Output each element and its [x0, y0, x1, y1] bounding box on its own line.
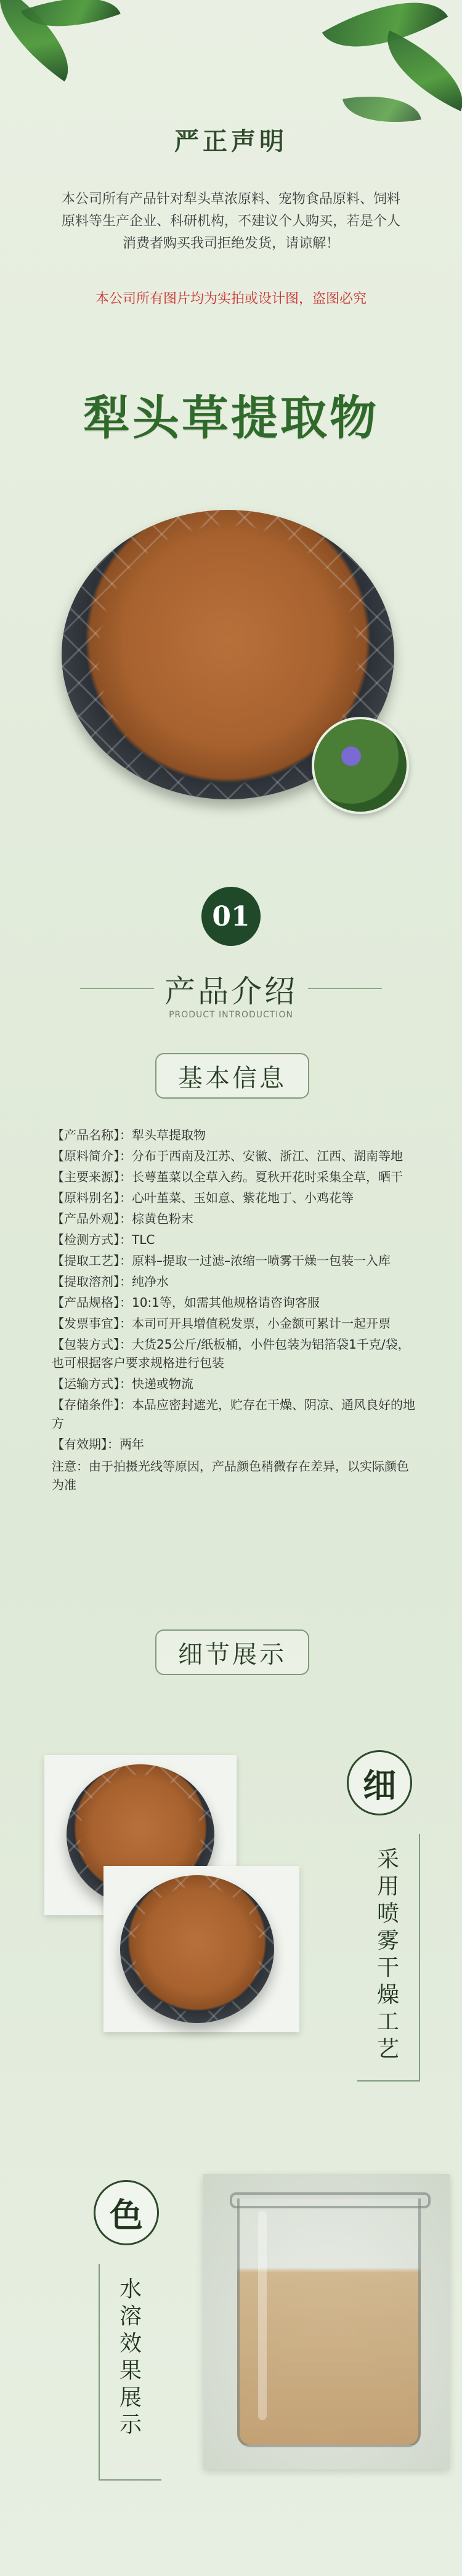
basic-info-label: 基本信息 [155, 1053, 309, 1099]
spec-item: 【产品名称】：犁头草提取物 [52, 1128, 206, 1142]
beaker-rim [230, 2192, 431, 2208]
spec-item: 【发票事宜】：本司可开具增值税发票，小金额可累计一起开票 [52, 1316, 391, 1331]
water-solubility-caption [99, 2264, 161, 2481]
caption-char: 水 [119, 2277, 142, 2302]
color-badge: 色 [94, 2180, 159, 2245]
spec-item: 【提取溶剂】：纯净水 [52, 1274, 169, 1289]
powder-bowl-image [120, 1875, 274, 2023]
glass-shine [258, 2211, 267, 2420]
caption-char: 雾 [376, 1928, 399, 1953]
spec-item: 【运输方式】：快递或物流 [52, 1376, 193, 1391]
caption-char: 果 [119, 2358, 142, 2383]
spec-item: 【原料别名】：心叶堇菜、玉如意、紫花地丁、小鸡花等 [52, 1190, 354, 1205]
spec-item: 【检测方式】：TLC [52, 1232, 155, 1247]
violet-flower-image [312, 717, 409, 814]
caption-char: 干 [376, 1955, 399, 1980]
section-title: 产品介绍 [164, 974, 298, 1009]
caption-char: 燥 [376, 1982, 399, 2008]
spec-item: 【包装方式】：大货25公斤/纸板桶，小件包装为铝箔袋1千克/袋，也可根据客户要求规格进行包装 [52, 1337, 410, 1370]
beaker-photo [203, 2174, 450, 2469]
color-note: 注意：由于拍摄光线等原因，产品颜色稍微存在差异，以实际颜色为准 [52, 1459, 409, 1492]
section-number: 01 [201, 887, 261, 946]
caption-char: 工 [376, 2009, 399, 2035]
spec-item: 【主要来源】：长萼堇菜以全草入药。夏秋开花时采集全草，晒干 [52, 1169, 403, 1184]
statement-notice: 本公司所有产品针对犁头草浓原料、宠物食品原料、饲料原料等生产企业、科研机构，不建议个人购买，若是个人消费者购买我司拒绝发货，请谅解！ [61, 192, 400, 251]
caption-char: 效 [119, 2331, 142, 2356]
detail-display-label: 细节展示 [155, 1629, 309, 1675]
statement-title: 严正声明 [174, 127, 288, 156]
caption-char: 溶 [119, 2304, 142, 2329]
spec-item: 【产品外观】：棕黄色粉末 [52, 1211, 193, 1226]
section-subtitle: PRODUCT INTRODUCTION [169, 1010, 293, 1020]
spray-dry-caption [357, 1834, 420, 2081]
copyright-warning: 本公司所有图片均为实拍或设计图，盗图必究 [95, 291, 367, 307]
caption-char: 采 [376, 1847, 399, 1872]
spec-item: 【产品规格】：10:1等，如需其他规格请咨询客服 [52, 1295, 320, 1310]
beaker-icon [237, 2198, 421, 2447]
caption-char: 展 [119, 2385, 142, 2410]
caption-char: 用 [376, 1874, 399, 1899]
caption-char: 艺 [376, 2037, 399, 2062]
spec-item: 【原料简介】：分布于西南及江苏、安徽、浙江、江西、湖南等地 [52, 1149, 403, 1163]
spec-list [52, 1126, 415, 1496]
spec-item: 【存储条件】：本品应密封遮光，贮存在干燥、阴凉、通风良好的地方 [52, 1397, 415, 1431]
caption-char: 喷 [376, 1901, 399, 1926]
caption-char: 示 [119, 2412, 142, 2437]
spec-item: 【提取工艺】：原料–提取一过滤–浓缩一喷雾干燥一包装一入库 [52, 1253, 391, 1268]
spec-item: 【有效期】：两年 [52, 1437, 144, 1452]
fineness-badge: 细 [347, 1750, 412, 1815]
product-title: 犁头草提取物 [83, 390, 379, 445]
bowl-pattern [120, 1875, 274, 2023]
